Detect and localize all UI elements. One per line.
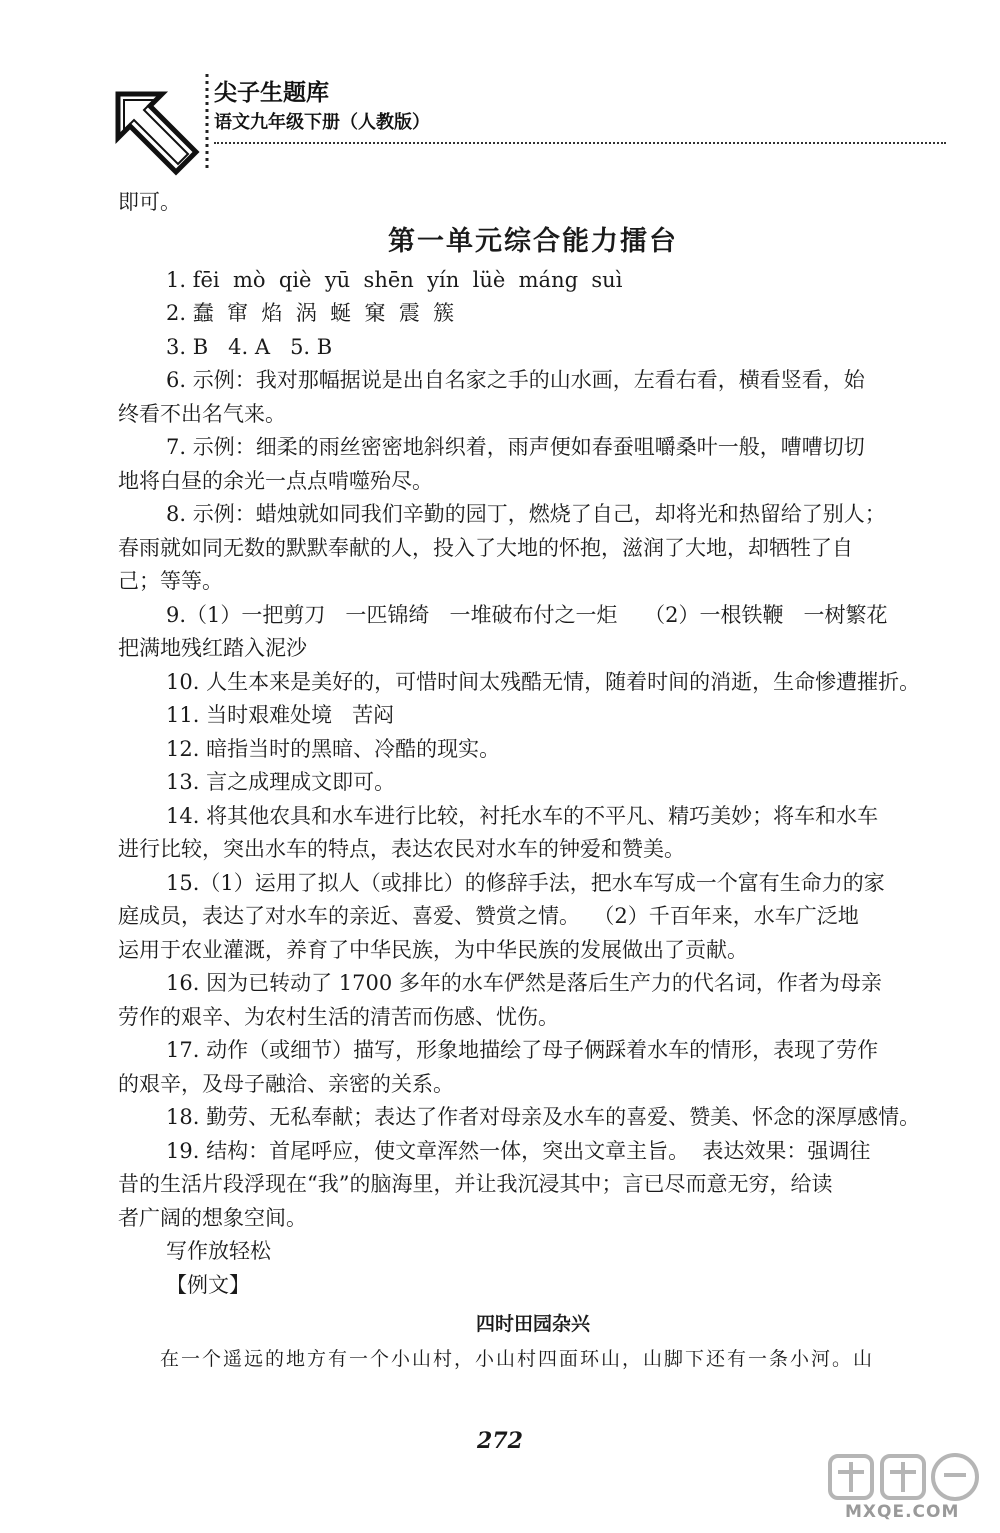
answer-line: 运用于农业灌溉，养育了中华民族，为中华民族的发展做出了贡献。 <box>118 937 748 962</box>
arrow-logo-icon <box>110 86 200 176</box>
answer-line: 10. 人生本来是美好的，可惜时间太残酷无情，随着时间的消逝，生命惨遭摧折。 <box>166 669 921 694</box>
answer-line: 11. 当时艰难处境 苦闷 <box>166 703 395 727</box>
answer-line: 19. 结构：首尾呼应，使文章浑然一体，突出文章主旨。 表达效果：强调往 <box>166 1138 871 1163</box>
answer-line: 写作放轻松 <box>166 1239 271 1263</box>
answer-line: 16. 因为已转动了 1700 多年的水车俨然是落后生产力的代名词，作者为母亲 <box>166 971 882 995</box>
answer-line: 把满地残红踏入泥沙 <box>118 636 307 660</box>
book-subtitle: 语文九年级下册（人教版） <box>214 112 430 133</box>
answer-content <box>118 186 948 1376</box>
answer-line: 2. 蠢 窜 焰 涡 蜒 窠 震 簇 <box>166 301 455 325</box>
answer-line: 15.（1）运用了拟人（或排比）的修辞手法，把水车写成一个富有生命力的家 <box>166 870 885 895</box>
answer-line: 的艰辛，及母子融洽、亲密的关系。 <box>118 1071 454 1096</box>
answer-line: 8. 示例：蜡烛就如同我们辛勤的园丁，燃烧了自己，却将光和热留给了别人； <box>166 502 886 526</box>
answer-line: 17. 动作（或细节）描写，形象地描绘了母子俩踩着水车的情形，表现了劳作 <box>166 1038 879 1062</box>
article-title: 四时田园杂兴 <box>475 1313 590 1335</box>
dotted-divider-vertical <box>202 74 212 170</box>
answer-line: 14. 将其他农具和水车进行比较，衬托水车的不平凡、精巧美妙；将车和水车 <box>166 803 879 828</box>
book-title: 尖子生题库 <box>214 80 329 106</box>
answer-line: 己；等等。 <box>118 569 223 593</box>
answer-line: 18. 勤劳、无私奉献；表达了作者对母亲及水车的喜爱、赞美、怀念的深厚感情。 <box>166 1105 921 1129</box>
section-title: 第一单元综合能力擂台 <box>388 225 678 257</box>
answer-line: 9.（1）一把剪刀 一匹锦绮 一堆破布付之一炬 （2）一根铁鞭 一树繁花 <box>166 602 888 627</box>
article-body-line: 在一个遥远的地方有一个小山村，小山村四面环山，山脚下还有一条小河。山 <box>160 1348 875 1370</box>
answer-line: 地将白昼的余光一点点啃噬殆尽。 <box>118 468 433 493</box>
dotted-divider-horizontal <box>214 142 946 146</box>
answer-line: 劳作的艰辛、为农村生活的清苦而伤感、忧伤。 <box>118 1004 559 1029</box>
answer-line: 13. 言之成理成文即可。 <box>166 770 396 794</box>
answer-line: 终看不出名气来。 <box>118 401 286 426</box>
answer-line: 者广阔的想象空间。 <box>118 1205 307 1230</box>
answer-line: 【例文】 <box>166 1272 250 1297</box>
page-number: 272 <box>477 1428 523 1454</box>
answer-line: 进行比较，突出水车的特点，表达农民对水车的钟爱和赞美。 <box>118 837 685 861</box>
book-header <box>110 66 950 176</box>
answer-line: 庭成员，表达了对水车的亲近、喜爱、赞赏之情。 （2）千百年来，水车广泛地 <box>118 904 859 928</box>
answer-line: 7. 示例：细柔的雨丝密密地斜织着，雨声便如春蚕咀嚼桑叶一般，嘈嘈切切 <box>166 435 865 459</box>
watermark-url: MXQE.COM <box>845 1502 960 1522</box>
answer-line: 1. fēi mò qiè yū shēn yín lüè máng suì <box>166 267 623 292</box>
answer-line: 6. 示例：我对那幅据说是出自名家之手的山水画，左看右看，横看竖看，始 <box>166 368 865 392</box>
answer-line: 3. B 4. A 5. B <box>166 334 333 359</box>
answer-line: 昔的生活片段浮现在“我”的脑海里，并让我沉浸其中；言已尽而意无穷，给读 <box>118 1172 833 1196</box>
answer-line: 即可。 <box>118 190 181 214</box>
answer-line: 春雨就如同无数的默默奉献的人，投入了大地的怀抱，滋润了大地，却牺牲了自 <box>118 535 853 560</box>
answer-line: 12. 暗指当时的黑暗、冷酷的现实。 <box>166 736 501 761</box>
